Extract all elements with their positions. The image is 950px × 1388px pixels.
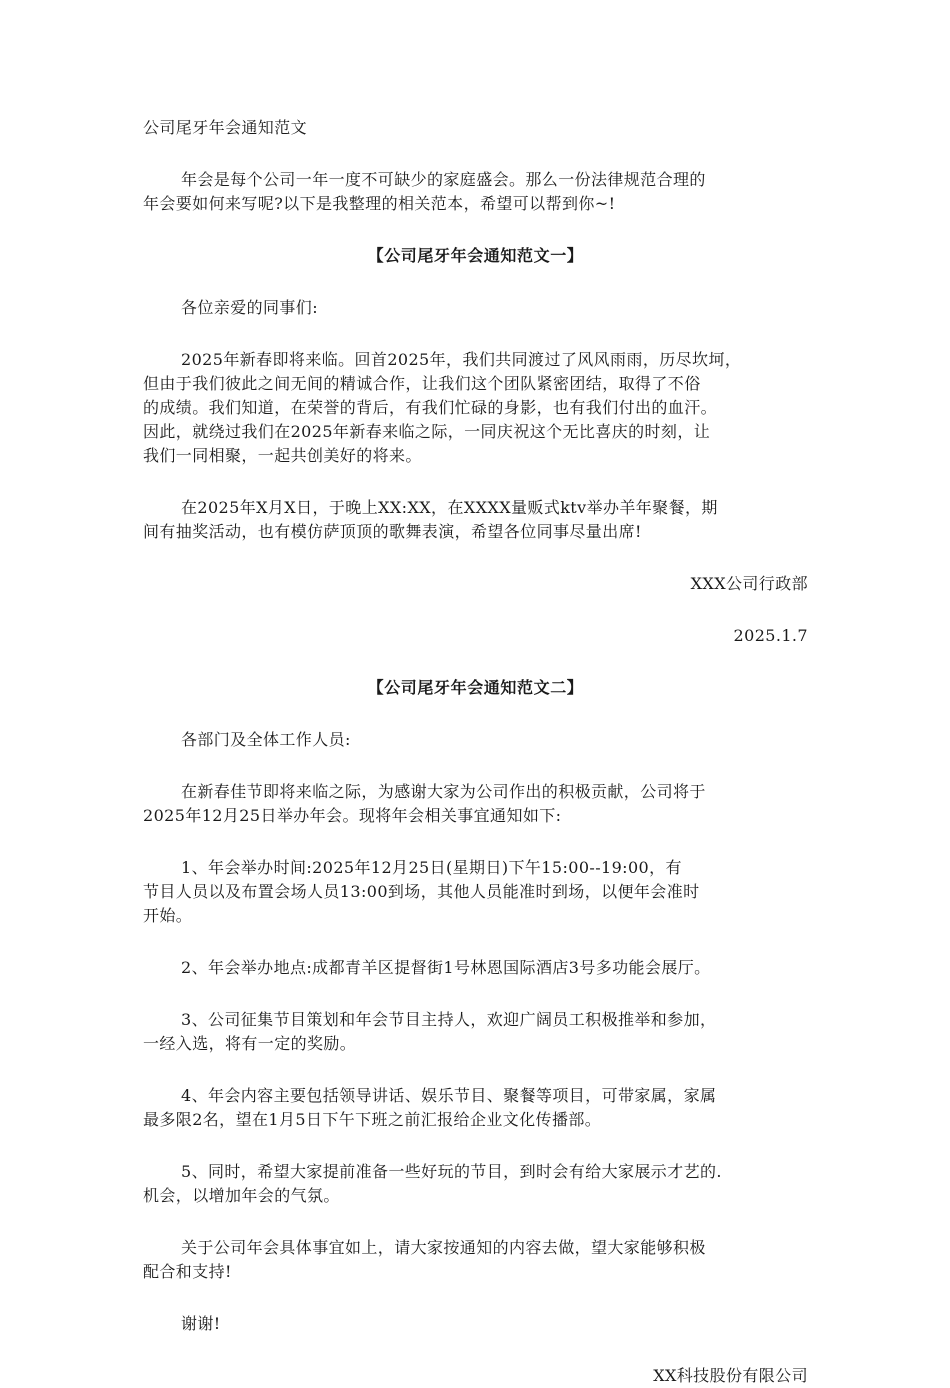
sample2-item-1 — [143, 856, 808, 928]
paragraph-line: 1、年会举办时间:2025年12月25日(星期日)下午15:00--19:00，有 — [181, 858, 682, 877]
paragraph-line: 配合和支持! — [143, 1262, 232, 1281]
intro-line: 年会要如何来写呢?以下是我整理的相关范本，希望可以帮到你~! — [143, 194, 616, 213]
paragraph-line: 5、同时，希望大家提前准备一些好玩的节目，到时会有给大家展示才艺的. — [181, 1162, 722, 1181]
paragraph-line: 在新春佳节即将来临之际，为感谢大家为公司作出的积极贡献，公司将于 — [181, 782, 706, 801]
doc-title: 公司尾牙年会通知范文 — [143, 118, 308, 137]
sample2-closing — [143, 1236, 808, 1284]
paragraph-line: 机会，以增加年会的气氛。 — [143, 1186, 340, 1205]
paragraph-line: 关于公司年会具体事宜如上，请大家按通知的内容去做，望大家能够积极 — [181, 1238, 706, 1257]
paragraph-line: 2025年12月25日举办年会。现将年会相关事宜通知如下: — [143, 806, 562, 825]
sample2-item-5 — [143, 1160, 808, 1208]
paragraph-line: 的成绩。我们知道，在荣誉的背后，有我们忙碌的身影，也有我们付出的血汗。 — [143, 398, 718, 417]
sample2-paragraph-1 — [143, 780, 808, 828]
paragraph-line: 3、公司征集节目策划和年会节目主持人，欢迎广阔员工积极推举和参加， — [181, 1010, 717, 1029]
sample2-heading: 【公司尾牙年会通知范文二】 — [367, 678, 584, 697]
sample2-signature: XX科技股份有限公司 — [653, 1366, 808, 1385]
sample2-thanks: 谢谢! — [181, 1314, 221, 1333]
sample1-date: 2025.1.7 — [733, 626, 808, 645]
sample2-item-2 — [143, 956, 808, 980]
paragraph-line: 间有抽奖活动，也有模仿萨顶顶的歌舞表演，希望各位同事尽量出席! — [143, 522, 642, 541]
paragraph-line: 2025年新春即将来临。回首2025年，我们共同渡过了风风雨雨，历尽坎坷， — [181, 350, 742, 369]
sample1-salutation: 各位亲爱的同事们: — [181, 298, 318, 317]
sample2-item-4 — [143, 1084, 808, 1132]
sample1-paragraph-2 — [143, 496, 808, 544]
intro-paragraph — [143, 168, 808, 216]
sample2-salutation: 各部门及全体工作人员: — [181, 730, 351, 749]
sample2-item-3 — [143, 1008, 808, 1056]
paragraph-line: 2、年会举办地点:成都青羊区提督街1号林恩国际酒店3号多功能会展厅。 — [181, 958, 711, 977]
document-page — [143, 116, 808, 1388]
paragraph-line: 开始。 — [143, 906, 193, 925]
paragraph-line: 4、年会内容主要包括领导讲话、娱乐节目、聚餐等项目，可带家属，家属 — [181, 1086, 717, 1105]
paragraph-line: 但由于我们彼此之间无间的精诚合作，让我们这个团队紧密团结，取得了不俗 — [143, 374, 701, 393]
sample1-signature: XXX公司行政部 — [690, 574, 808, 593]
paragraph-line: 因此，就绕过我们在2025年新春来临之际，一同庆祝这个无比喜庆的时刻，让 — [143, 422, 711, 441]
sample1-heading: 【公司尾牙年会通知范文一】 — [367, 246, 584, 265]
paragraph-line: 最多限2名，望在1月5日下午下班之前汇报给企业文化传播部。 — [143, 1110, 602, 1129]
paragraph-line: 一经入选，将有一定的奖励。 — [143, 1034, 357, 1053]
paragraph-line: 节目人员以及布置会场人员13:00到场，其他人员能准时到场，以便年会准时 — [143, 882, 700, 901]
sample1-paragraph-1 — [143, 348, 808, 468]
intro-line: 年会是每个公司一年一度不可缺少的家庭盛会。那么一份法律规范合理的 — [181, 170, 706, 189]
paragraph-line: 我们一同相聚，一起共创美好的将来。 — [143, 446, 422, 465]
paragraph-line: 在2025年X月X日，于晚上XX:XX，在XXXX量贩式ktv举办羊年聚餐，期 — [181, 498, 718, 517]
